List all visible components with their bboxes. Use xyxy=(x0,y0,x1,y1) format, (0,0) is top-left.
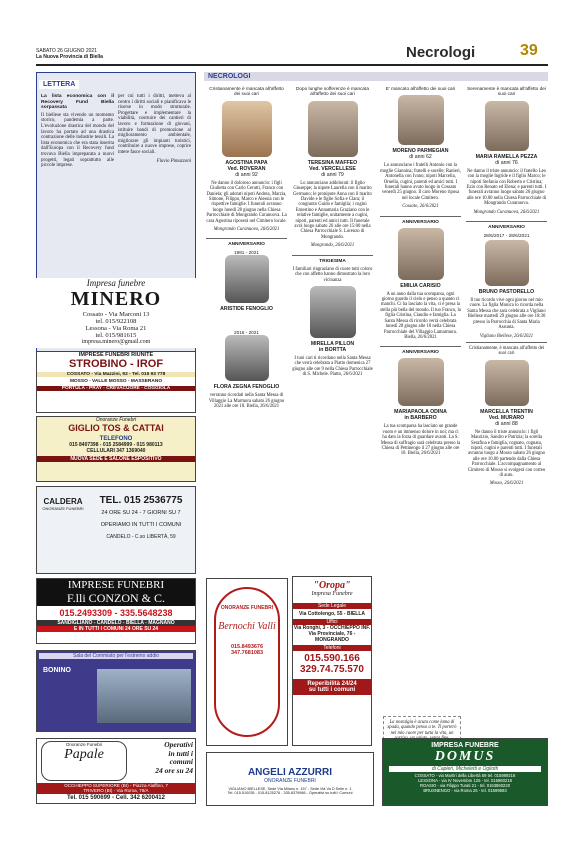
necro-text: I tuoi cari ti ricordano nella Santa Messa che verrà celebrata a Piatto domenica 27 giugno alle ore 9 nella Chiesa Parrocchiale di S. Michele. Piatto, 26/6/2021 xyxy=(292,355,373,378)
ad-giglio-name: GIGLIO TOS & CATTAI xyxy=(68,423,164,433)
deceased-name: EMILIA CARISIO xyxy=(400,282,441,289)
ad-caldera-name: CALDERA xyxy=(43,497,83,506)
deceased-age: di anni 92 xyxy=(235,171,258,178)
ad-papale-note: in tutti i xyxy=(168,748,193,758)
ad-bernochi xyxy=(206,578,288,746)
ad-oropa-label: Telefoni xyxy=(293,645,371,651)
necro-date: Mosso, 26/6/2021 xyxy=(489,481,524,487)
necro-intro: Cristianamente è mancata all'affetto dei suoi cari xyxy=(209,86,284,97)
ad-minero xyxy=(36,278,196,348)
ad-papale-phone: Tel. 015 590699 - Cell. 342 6200412 xyxy=(67,795,165,801)
ad-papale-note: comuni xyxy=(169,757,193,766)
ad-angeli-address: VIGLIANO BIELLESE, Sede Via Milano n. 157 - Sede Via Va D Selle n. 1 xyxy=(228,787,352,791)
ad-angeli-azzurri xyxy=(206,752,374,806)
necro-text: Ne danno il doloroso annuncio: i figli Giulietta con Carlo Cerutti, Franco con Daniela; gli adorati nipoti Andrea, Marzia, Simone, Filippo, Marco e Alessia con le rispettive famiglie. I funerali avranno luogo lunedì 28 giugno nella Chiesa Parrocchiale di Mongrando Curanuova. La cara Agostina riposerà nel Cimitero locale. xyxy=(206,180,287,224)
ad-strobino-top: IMPRESE FUNEBRI RIUNITE xyxy=(78,352,154,358)
deceased-name: ARISTIDE FENOGLIO xyxy=(220,306,273,313)
ad-minero-email[interactable]: impresa.minero@gmail.com xyxy=(81,339,151,345)
ad-strobino-name: STROBINO - IROF xyxy=(68,358,164,370)
necro-date: Vigliano Biellese, 26/6/2021 xyxy=(479,333,534,339)
trigesima-label: TRIGESIMA xyxy=(292,255,373,264)
deceased-name: BRUNO PASTORELLO xyxy=(478,289,535,296)
ad-oropa-label: Sede Legale xyxy=(293,603,371,609)
ad-papale-top: Onoranze Funebri xyxy=(65,742,103,747)
anniversary-label: ANNIVERSARIO xyxy=(206,238,287,247)
portrait-photo xyxy=(485,101,529,151)
ad-domus-name: DOMUS xyxy=(434,749,496,764)
anniversary-years: 1981 - 2021 xyxy=(233,250,260,256)
ad-giglio-mobile: CELLULARI 347 1369040 xyxy=(86,448,146,454)
necro-column-2 xyxy=(292,86,373,378)
necro-intro: Serenamente è mancata all'affetto dei suoi cari xyxy=(467,86,546,97)
deceased-name: TERESINA MAFFEO xyxy=(307,159,358,166)
ad-papale-address: TRIVERO (BI) - Via Roma, 78/A xyxy=(83,788,149,794)
ad-domus-sub: di Capieri, Micheletti e Ogliotti xyxy=(389,766,541,772)
ad-domus-address: ROASIO - via Filippo Turati 21 - tel. 0163860220 xyxy=(419,783,511,788)
ad-domus-top: IMPRESA FUNEBRE xyxy=(431,742,499,749)
portrait-photo xyxy=(398,95,444,145)
necro-date: Mongrando Curanuova, 26/6/2021 xyxy=(213,227,280,233)
anniversary-years: 28/6/2017 - 28/6/2021 xyxy=(483,233,530,239)
ad-oropa-address: Via Cottolengo, 55 - BIELLA xyxy=(298,611,366,617)
necro-intro: E' mancato all'affetto dei suoi cari xyxy=(385,86,456,91)
ad-minero-top: Impresa funebre xyxy=(86,278,146,288)
ad-strobino-towns: MOSSO - VALLE MOSSO - MASSERANO xyxy=(69,379,163,384)
ad-giglio-phones: 015 8407398 - 015 2584999 - 015 980113 xyxy=(69,442,163,448)
portrait-photo xyxy=(222,101,272,157)
lettera-lead: La lista economica con il Recovery Fund Biella sorpassata xyxy=(41,94,114,111)
ad-oropa-note: su tutti i comuni xyxy=(308,687,356,693)
portrait-photo xyxy=(485,360,529,406)
ad-bernochi-name: Bernochi Valli xyxy=(218,621,276,632)
ad-minero-phone: tel. 015/981615 xyxy=(95,332,137,339)
ad-conzon-towns: SANDIGLIANO - CANDELO - BIELLA - MAGNANO xyxy=(37,620,195,626)
deceased-name: in BORTTA xyxy=(318,346,347,353)
ad-papale-name: Papale xyxy=(64,747,104,762)
necro-text: verranno ricordati nella Santa Messa di Villaggio La Marmora sabato 26 giugno 2021 alle ore 18. Biella, 26/6/2021 xyxy=(208,393,285,410)
ad-domus-address: COSSATO - via Martiri della Libertà 59 tel. 015989216 xyxy=(414,773,516,778)
necro-column-1 xyxy=(206,86,287,410)
necro-column-4 xyxy=(466,86,547,487)
necro-column-3 xyxy=(380,86,461,457)
ad-angeli-name: ANGELI AZZURRI xyxy=(247,767,333,778)
ad-caldera xyxy=(36,486,196,574)
ad-bernochi-top: ONORANZE FUNEBRI xyxy=(220,605,274,611)
portrait-photo xyxy=(398,228,444,280)
ad-domus-address: BRUSNENGO - via Roma 25 - tel. 01599593 xyxy=(423,788,507,793)
ad-caldera-phone: TEL. 015 2536775 xyxy=(99,495,183,506)
ad-giglio xyxy=(36,416,196,482)
ad-oropa-phone: 015.590.166 xyxy=(304,653,360,664)
deceased-name: Ved. MURARO xyxy=(488,414,525,421)
ad-oropa-name: "Oropa" xyxy=(313,580,351,591)
necro-intro: Cristianamente, è mancata all'affetto dei suoi cari xyxy=(466,342,547,357)
ad-minero-address: Cossato - Via Marconi 13 xyxy=(82,311,150,318)
ad-giglio-note: NUOVA SEDE E SALONE ESPOSITIVO xyxy=(37,456,195,462)
ad-papale-note: Operativi xyxy=(164,740,193,749)
ad-domus xyxy=(382,738,548,806)
ad-oropa-note: Reperibilità 24/24 xyxy=(307,681,357,687)
ad-bonino-top: Sala del Commiato per l'estremo addio xyxy=(39,653,193,659)
anniversary-years: 2016 - 2021 xyxy=(233,330,260,336)
necro-intro: I familiari ringraziano di cuore tutti coloro che con affetto hanno dimostrato la loro vicinanza xyxy=(292,266,373,283)
ad-angeli-sub: ONORANZE FUNEBRI xyxy=(264,778,316,784)
necro-text: Ne danno il triste annuncio: il fratello Leo con la moglie Ingride e il figlio Marco; le nipoti Stefania con Roberto e Cristina; Ezio con Renato ed Elena; e parenti tutti. I funerali avranno luogo sabato 26 giugno alle ore 10.00 nella Chiesa Parrocchiale di Mongrando Curanuova. xyxy=(466,168,547,207)
ad-bernochi-phone: 347.7681083 xyxy=(230,650,264,656)
ad-strobino-address: COSSATO - Via Mazzini, 92 - Tel. 015 93 778 xyxy=(37,372,195,377)
lettera-paragraph: Il biellese sta vivendo un momento storico, pandemia a parte. L'evoluzione drastica del mondo del lavoro ha portato ad una drastica contrazione delle industrie tessili. La lista economica che era stata inserita dall'Europa con il Recovery fund trovava Biella impreparata a nuovi progetti, legati soprattutto alle piccole imprese. xyxy=(41,112,114,169)
deceased-name: in BARBERO xyxy=(404,415,437,422)
necro-date: Mongrando, 26/6/2021 xyxy=(310,243,355,249)
necro-text: A un anno dalla tua scomparsa, ogni giorno guardo il cielo e penso a quanto ci manchi. Ci ha lasciato la vita, ci è presa la stella più bella del mondo. Il tuo Franco, la figlia Cristina, Claudio e famiglia. La Santa Messa di ricordo verrà celebrata lunedì 28 giugno alle 18 nella Chiesa Parrocchiale del Villaggio Lamarmora. Biella, 26/6/2021 xyxy=(380,291,461,340)
ad-bonino xyxy=(36,650,196,732)
ad-conzon xyxy=(36,578,196,644)
header-date: SABATO 26 GIUGNO 2021 La Nuova Provincia di Biella xyxy=(36,48,103,60)
lettera-paragraph: per cui tutti i diritti, metteva al centro i diritti sociali e pianificava le risorse in modo strutturale. Progettare e implementare la viabilità, costruire dei cantieri di lavoro e formazione di giovani, istituire bandi di promozione al miglioramento ambientale, migliorare gli impianti turistici, contribuire a nuove imprese, coprire intere fasce sociali. xyxy=(118,94,191,155)
necro-intro: Dopo lunghe sofferenze è mancata all'affetto dei suoi cari xyxy=(296,86,369,97)
lettera-signature: Flavio Pimazzoni xyxy=(156,158,191,164)
deceased-name: MARIAPAOLA ODINA xyxy=(394,409,447,416)
page-title: Necrologi xyxy=(406,44,476,61)
deceased-age: di anni 76 xyxy=(495,159,518,166)
anniversary-label: ANNIVERSARIO xyxy=(380,216,461,225)
ad-giglio-top: Onoranze Funebri xyxy=(95,417,137,423)
ad-caldera-note: OPERIAMO IN TUTTI I COMUNI xyxy=(100,522,182,528)
necro-text: Il tuo ricordo vive ogni giorno nel mio cuore. La figlia Monica lo ricorda nella Santa Messa che sarà celebrata a Vigliano Biellese martedì 29 giugno alle ore 18:30 presso la Parrocchia di Santa Maria Assunta. xyxy=(467,298,546,331)
ad-bonino-name: BONINO xyxy=(43,667,71,674)
ad-caldera-address: CANDELO - C.so LIBERTÀ, 59 xyxy=(106,534,176,540)
ad-giglio-phone-label: TELEFONO xyxy=(99,436,133,442)
ad-oropa-phone: 329.74.75.570 xyxy=(300,664,364,675)
portrait-photo xyxy=(485,240,529,286)
deceased-name: Ved. VERCELLESE xyxy=(309,165,356,172)
ad-minero-name: MINERO xyxy=(70,288,162,310)
ad-oropa-address: Via Ronghi, 3 - OCCHIEPPO INF. xyxy=(293,625,371,631)
anniversary-label: ANNIVERSARIO xyxy=(466,221,547,230)
necro-text: Lo annunciano addolorati: il figlio Giuseppe; la nipote Laurella con il marito Germano; le pronipote Anna con il marito Davide e le figlie Sofia e Clara; il congiunto Guido e famiglia; i cugini Ernestino e Annamaria Graziano con le relative famiglie, unitamente a cugini, nipoti, parenti ed amici tutti. Il funerale avrà luogo sabato 26 alle ore 15:00 nella Chiesa Parrocchiale S. Lorenzo di Mongrando. xyxy=(293,180,372,240)
portrait-photo xyxy=(310,286,356,338)
ad-papale xyxy=(36,738,196,804)
ad-conzon-note: E IN TUTTI I COMUNI 24 ORE SU 24 xyxy=(37,626,195,632)
ad-conzon-phone: 015.2493309 - 335.5648238 xyxy=(59,608,173,618)
anniversary-label: ANNIVERSARIO xyxy=(380,346,461,355)
necro-text: Lo annunciano i fratelli Antonio con la moglie Giannina; fratelli e sorelle; Ranieri, Antonella con Ivano; nipoti Marcella, Ornella, cugini, parenti ed amici tutti. I funerali hanno avuto luogo in Cossato venerdì 25 giugno. Il caro Moreno riposa nel locale Cimitero. xyxy=(380,163,461,201)
deceased-age: di anni 88 xyxy=(495,420,518,427)
ad-conzon-top: IMPRESE FUNEBRI xyxy=(37,579,195,591)
ad-bernochi-phone: 015.8493676 xyxy=(230,644,264,650)
ad-caldera-hours: 24 ORE SU 24 - 7 GIORNI SU 7 xyxy=(101,510,181,516)
ad-oropa-label: Uffici xyxy=(293,619,371,625)
ad-bonino-photo xyxy=(97,669,191,723)
portrait-photo xyxy=(398,358,444,406)
deceased-name: AGOSTINA PAPA xyxy=(225,159,268,166)
ad-strobino-towns: PORTULA - PRAY - CREVACUORE - COGGIOLA xyxy=(37,386,195,391)
deceased-name: MIRELLA PILLON xyxy=(310,340,355,347)
ad-minero-phone: tel. 015/922108 xyxy=(95,318,137,325)
necro-text: La tua scomparsa ha lasciato un grande vuoto e un immenso dolore in noi; ma ci ha dato la forza di guardare avanti. La S. Messa di suffragio sarà celebrata presso la Chiesa di Pettinengo il 27 giugno alle ore 10. Biella, 26/6/2021 xyxy=(380,424,461,457)
ad-conzon-name: F.lli CONZON & C. xyxy=(37,591,195,606)
ad-oropa-address: Via Provinciale, 76 - MONGRANDO xyxy=(308,631,356,643)
deceased-name: FLORA ZEGNA FENOGLIO xyxy=(213,384,280,391)
deceased-name: MARIA RAMELLA PEZZA xyxy=(475,153,538,160)
necro-date: Cossato, 26/6/2021 xyxy=(402,204,439,210)
portrait-photo xyxy=(308,101,358,157)
ad-papale-address: OCCHIEPPO SUPERIORE (BI) - Piazza Alaffino, 7 xyxy=(64,783,168,788)
ad-oropa xyxy=(292,576,372,746)
ad-angeli-phone: Tel. 015.510035 - 015.8125276 - 335.6379986 - Operativi su tutti i Comuni xyxy=(227,791,353,795)
necro-quote: La nostalgia è acuta come lama di spada, quando penso a te. Ti porterò nel mio cuore per tutta la vita, un xyxy=(387,720,457,736)
deceased-name: MORENO PARMEGIAN xyxy=(392,148,449,155)
portrait-photo xyxy=(225,255,269,303)
header-rule xyxy=(36,64,548,66)
page-number: 39 xyxy=(520,42,538,59)
necrologi-section-label: NECROLOGI xyxy=(204,72,548,81)
ad-caldera-sub: ONORANZE FUNEBRI xyxy=(42,506,84,511)
deceased-age: di anni 62 xyxy=(409,154,432,161)
ad-strobino xyxy=(36,351,196,413)
necro-date: Mongrando Curanuova, 26/6/2021 xyxy=(473,209,540,215)
portrait-photo xyxy=(225,335,269,381)
deceased-age: di anni 79 xyxy=(321,171,344,178)
deceased-name: MARCELLA TRENTIN xyxy=(480,408,533,415)
ad-minero-address: Lessona - Via Roma 21 xyxy=(85,325,147,332)
necro-text: Ne danno il triste annuncio: i figli Maurizio, Sandro e Patrizia; la sorella Serafina e famiglia, cognato, cognata, nipoti, cugini e parenti tutti. I funerali avranno luogo a Mosso sabato 26 giugno alle ore 10.00 partendo dalla Chiesa Parrocchiale. L'accompagnamento al Cimitero di Mosso si svolgerà con corteo di auto. xyxy=(467,429,546,478)
lettera-section-label: LETTERA xyxy=(39,80,79,89)
ad-papale-note: 24 ore su 24 xyxy=(155,765,193,775)
ad-oropa-sub: Impresa Funebre xyxy=(311,591,353,597)
ad-domus-address: LESSONA - via IV Novembre 125 - tel. 015980218 xyxy=(418,778,512,783)
deceased-name: Ved. ROVERAN xyxy=(227,165,266,172)
